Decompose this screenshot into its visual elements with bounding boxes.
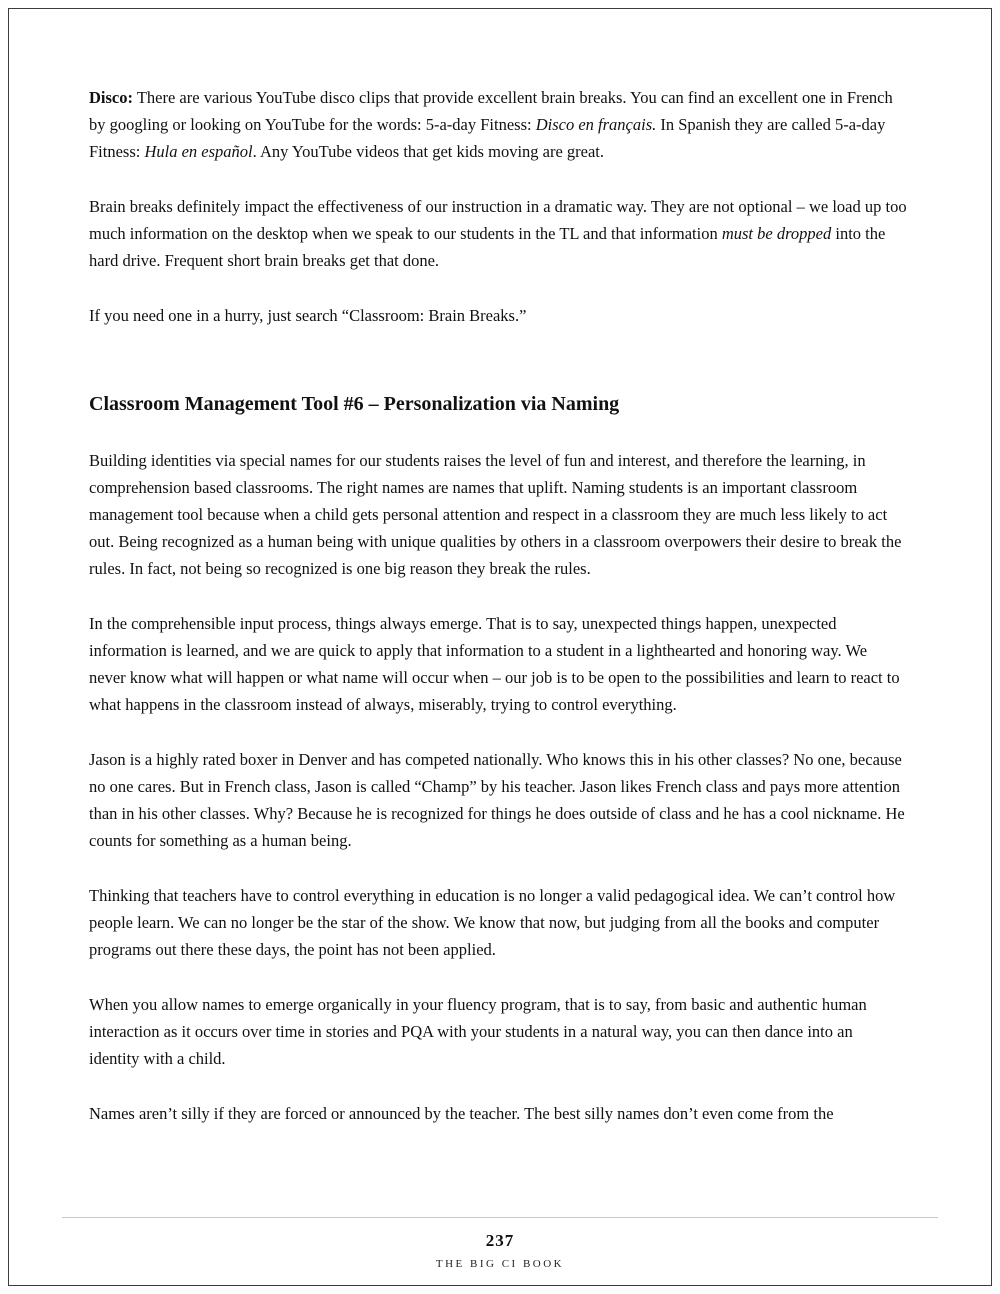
paragraph-building-identities: Building identities via special names for our students raises the level of fun and interest, and therefore the learning, in comprehension based classrooms. The right names are names that uplift. Naming students is an important classroom management tool because when a child gets personal attention and respect in a classroom they are much less likely to act out. Being recognized as a human being with unique qualities by others in a classroom overpowers their desire to break the rules. In fact, not being so recognized is one big reason they break the rules.: [89, 451, 902, 578]
page-number: 237: [485, 1231, 515, 1250]
section-heading: Classroom Management Tool #6 – Personalization via Naming: [89, 393, 620, 415]
italic-segment: must be dropped: [721, 224, 832, 243]
paragraph-emerge: In the comprehensible input process, things always emerge. That is to say, unexpected things happen, unexpected information is learned, and we are quick to apply that information to a student in a lighthearted and honoring way. We never know what will happen or what name will occur when – our job is to be open to the possibilities and learn to react to what happens in the classroom instead of always, miserably, trying to control everything.: [89, 614, 900, 714]
paragraph-disco: [89, 84, 907, 165]
paragraph-names: Names aren’t silly if they are forced or announced by the teacher. The best silly names don’t even come from the: [89, 1104, 834, 1123]
text-segment: into the hard drive. Frequent short brain breaks get that done.: [89, 224, 886, 270]
text-segment: There are various YouTube disco clips that provide excellent brain breaks. You can find an excellent one in French by googling or looking on YouTube for the words: 5-a-day Fitness:: [89, 88, 893, 134]
paragraph-organic: When you allow names to emerge organically in your fluency program, that is to say, from basic and authentic human interaction as it occurs over time in stories and PQA with your students in a natural way, you can then dance into an identity with a child.: [89, 995, 867, 1068]
paragraph-control: Thinking that teachers have to control everything in education is no longer a valid pedagogical idea. We can’t control how people learn. We can no longer be the star of the show. We know that now, but judging from all the books and computer programs out there these days, the point has not been applied.: [89, 886, 896, 959]
text-segment: . Any YouTube videos that get kids moving are great.: [252, 142, 605, 161]
page-content: [89, 84, 907, 1127]
paragraph-jason: Jason is a highly rated boxer in Denver and has competed nationally. Who knows this in his other classes? No one, because no one cares. But in French class, Jason is called “Champ” by his teacher. Jason likes French class and pays more attention than in his other classes. Why? Because he is recognized for things he does outside of class and he has a cool nickname. He counts for something as a human being.: [89, 750, 905, 850]
italic-segment: Hula en español: [144, 142, 253, 161]
text-segment: Brain breaks definitely impact the effectiveness of our instruction in a dramatic way. They are not optional – we load up too much information on the desktop when we speak to our students in the TL and that information: [89, 197, 907, 243]
paragraph-brain-breaks: [89, 193, 907, 274]
disco-label: Disco:: [89, 88, 133, 107]
footer-divider: [62, 1217, 938, 1218]
book-title: THE BIG CI BOOK: [435, 1258, 565, 1270]
text-segment: In Spanish they are called 5-a-day Fitness:: [89, 115, 886, 161]
paragraph-search-tip: If you need one in a hurry, just search “Classroom: Brain Breaks.”: [89, 306, 527, 325]
italic-segment: Disco en français.: [535, 115, 657, 134]
page-footer: [0, 1217, 1000, 1270]
